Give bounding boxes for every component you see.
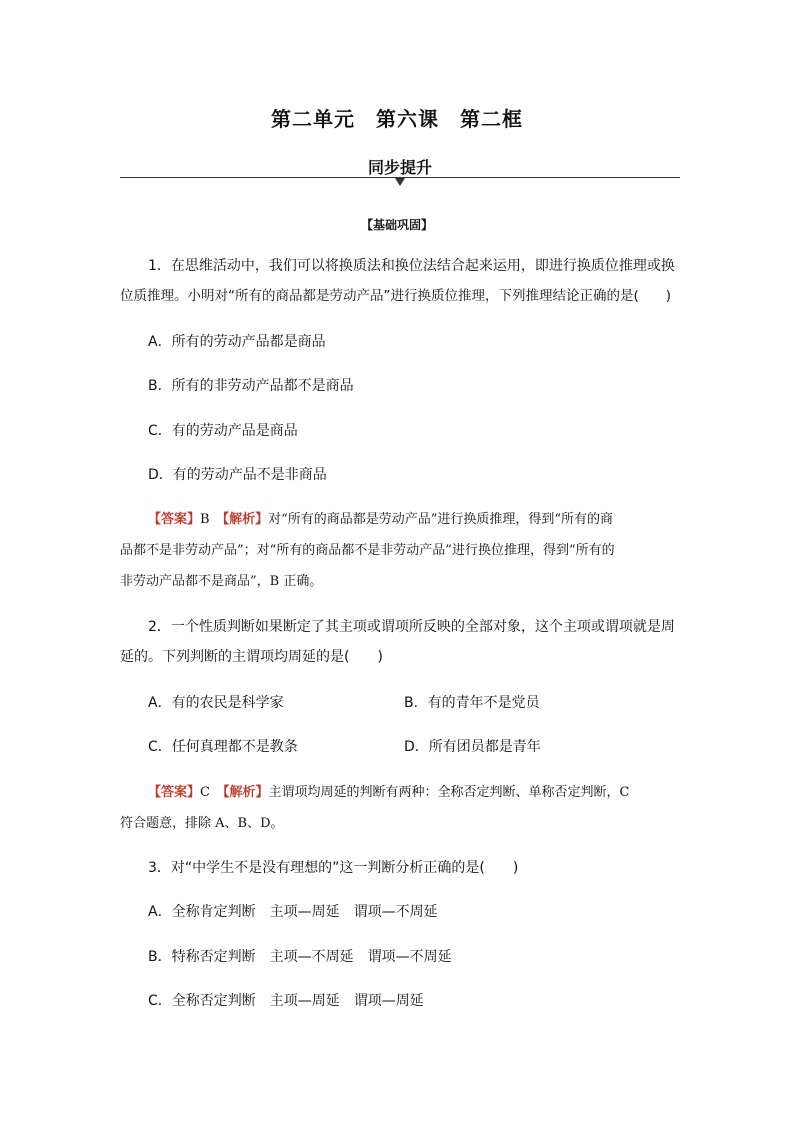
question-2-option-a: A．有的农民是科学家 (148, 695, 284, 711)
question-1-option-b: B．所有的非劳动产品都不是商品 (148, 378, 354, 394)
question-3-option-b: B．特称否定判断 主项—不周延 谓项—不周延 (148, 949, 452, 965)
question-2-option-c: C．任何真理都不是教条 (148, 739, 298, 755)
question-1-line-1: 1．在思维活动中，我们可以将换质法和换位法结合起来运用，即进行换质位推理或换 (148, 258, 675, 274)
subtitle: 同步提升 (367, 158, 432, 177)
question-1-analysis-line-2: 品都不是非劳动产品”；对“所有的商品都不是非劳动产品”进行换位推理，得到“所有的 (120, 543, 615, 558)
analysis-text: 对“所有的商品都是劳动产品”进行换质推理，得到“所有的商 (268, 512, 614, 527)
answer-tag: 【答案】 (148, 512, 201, 527)
answer-value: C (200, 785, 210, 800)
question-1-analysis-line-3: 非劳动产品都不是商品”，B 正确。 (120, 574, 323, 589)
question-2-answer (148, 781, 629, 805)
question-1-answer (148, 508, 613, 532)
analysis-text: 主谓项均周延的判断有两种：全称否定判断、单称否定判断，C (268, 785, 630, 800)
subtitle-banner (120, 155, 680, 189)
section-heading: 【基础巩固】 (360, 218, 433, 232)
question-1-option-d: D．有的劳动产品不是非商品 (148, 467, 327, 483)
analysis-tag: 【解析】 (222, 512, 269, 527)
analysis-tag: 【解析】 (222, 785, 269, 800)
question-1-option-c: C．有的劳动产品是商品 (148, 423, 298, 439)
question-2-analysis-line-2: 符合题意，排除 A、B、D。 (120, 816, 284, 831)
question-1-option-a: A．所有的劳动产品都是商品 (148, 334, 326, 350)
answer-tag: 【答案】 (148, 785, 201, 800)
triangle-down-icon (395, 178, 405, 186)
question-3-line-1: 3．对“中学生不是没有理想的”这一判断分析正确的是( ) (148, 860, 519, 876)
question-1-line-2: 位质推理。小明对“所有的商品都是劳动产品”进行换质位推理，下列推理结论正确的是( ) (120, 288, 672, 304)
question-2-line-2: 延的。下列判断的主谓项均周延的是( ) (120, 649, 383, 665)
question-2-line-1: 2．一个性质判断如果断定了其主项或谓项所反映的全部对象，这个主项或谓项就是周 (148, 619, 675, 635)
question-2-option-d: D．所有团员都是青年 (404, 739, 541, 755)
question-3-option-a: A．全称肯定判断 主项—周延 谓项—不周延 (148, 904, 438, 920)
page-title: 第二单元 第六课 第二框 (271, 107, 523, 131)
question-2-option-b: B．有的青年不是党员 (404, 695, 540, 711)
answer-value: B (200, 512, 210, 527)
question-3-option-c: C．全称否定判断 主项—周延 谓项—周延 (148, 993, 424, 1009)
